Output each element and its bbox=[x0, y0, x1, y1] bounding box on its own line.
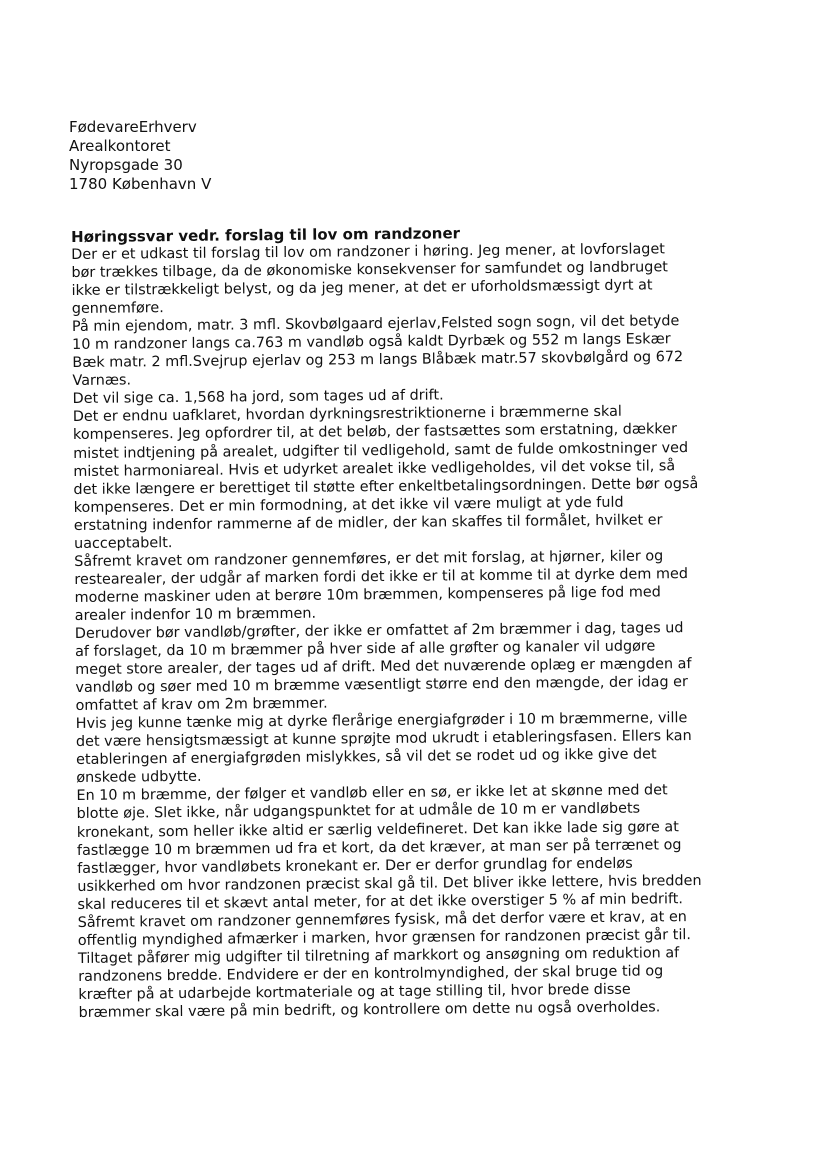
body-line: fastlægger, hvor vandløbets kronekant er. Der er derfor grundlag for endeløs bbox=[77, 855, 633, 877]
body-line: gennemføre. bbox=[71, 300, 164, 318]
body-line: Varnæs. bbox=[72, 372, 132, 390]
body-line: ikke er tilstrækkeligt belyst, og da jeg mener, at det er uforholdsmæssigt dyrt at bbox=[71, 277, 653, 300]
recipient-line: Arealkontoret bbox=[69, 137, 171, 155]
body-line: kræfter på at udarbejde kortmateriale og at tage stilling til, hvor brede disse bbox=[78, 981, 631, 1003]
body-line: kompenseres. Det er min formodning, at det ikke vil være muligt at yde fuld bbox=[73, 494, 624, 516]
body-line: En 10 m bræmme, der følger et vandløb eller en sø, er ikke let at skønne med det bbox=[76, 782, 668, 805]
body-line: kronekant, som heller ikke altid er særlig veldefineret. Det kan ikke lade sig gøre at bbox=[76, 818, 679, 841]
body-line: fastlægge 10 m bræmmen ud fra et kort, da det kræver, at man ser på terrænet og bbox=[76, 836, 682, 859]
body-line: etableringen af energiafgrøden mislykkes, så vil det se rodet ud og ikke give det bbox=[76, 746, 657, 769]
body-line: Såfremt kravet om randzoner gennemføres, er det mit forslag, at hjørner, kiler og bbox=[74, 548, 664, 570]
body-line: det være hensigtsmæssigt at kunne sprøjte mod ukrudt i etableringsfasen. Ellers kan bbox=[75, 728, 692, 751]
body-line: vandløb og søer med 10 m bræmme væsentligt større end den mængde, der idag er bbox=[75, 674, 688, 697]
body-line: offentlig myndighed afmærker i marken, hvor grænsen for randzonen præcist går til. bbox=[77, 926, 692, 949]
body-line: skal reduceres til et skævt antal meter, for at det ikke overstiger 5 % af min bedrift. bbox=[77, 890, 684, 913]
body-line: arealer indenfor 10 m bræmmen. bbox=[74, 605, 317, 624]
body-line: erstatning indenfor rammerne af de midler, der kan skaffes til formålet, hvilket er bbox=[73, 512, 663, 534]
recipient-line: FødevareErhverv bbox=[69, 118, 197, 136]
body-line: Tiltaget påfører mig udgifter til tilretning af markkort og ansøgning om reduktion af bbox=[77, 945, 680, 967]
body-line: moderne maskiner uden at berøre 10m bræmmen, kompenseres på lige fod med bbox=[74, 584, 661, 606]
body-line: mistet indtjening på arealet, udgifter til vedligehold, samt de fulde omkostninger ved bbox=[73, 439, 689, 462]
letter-subject: Høringssvar vedr. forslag til lov om randzoner bbox=[71, 224, 461, 246]
body-line: restearealer, der udgår af marken fordi det ikke er til at komme til at dyrke dem med bbox=[74, 565, 689, 588]
body-line: Bæk matr. 2 mfl.Svejrup ejerlav og 253 m langs Blåbæk matr.57 skovbølgård og 672 bbox=[72, 349, 684, 372]
letter-content bbox=[71, 221, 769, 1022]
body-line: Det er endnu uafklaret, hvordan dyrkningsrestriktionerne i bræmmerne skal bbox=[72, 404, 622, 426]
body-line: Det vil sige ca. 1,568 ha jord, som tages ud af drift. bbox=[72, 387, 444, 408]
recipient-address bbox=[69, 118, 211, 194]
body-line: bør trækkes tilbage, da de økonomiske konsekvenser for samfundet og landbruget bbox=[71, 259, 668, 282]
body-line: Såfremt kravet om randzoner gennemføres fysisk, må det derfor være et krav, at en bbox=[77, 908, 687, 931]
body-line: kompenseres. Jeg opfordrer til, at det beløb, der fastsættes som erstatning, dækker bbox=[72, 421, 678, 444]
recipient-line: Nyropsgade 30 bbox=[69, 156, 183, 174]
body-line: usikkerhed om hvor randzonen præcist skal gå til. Det bliver ikke lettere, hvis bredden bbox=[77, 872, 702, 895]
body-line: meget store arealer, der tages ud af drift. Med det nuværende oplæg er mængden af bbox=[75, 656, 692, 679]
body-line: mistet harmoniareal. Hvis et udyrket arealet ikke vedligeholdes, vil det vokse til, så bbox=[73, 457, 676, 480]
body-line: Derudover bør vandløb/grøfter, der ikke er omfattet af 2m bræmmer i dag, tages ud bbox=[74, 620, 684, 642]
body-line: det ikke længere er berettiget til støtte efter enkeltbetalingsordningen. Dette bør også bbox=[73, 475, 699, 498]
letter-body bbox=[71, 239, 768, 1022]
body-line: ønskede udbytte. bbox=[76, 769, 202, 787]
body-line: blotte øje. Slet ikke, når udgangspunktet for at udmåle de 10 m er vandløbets bbox=[76, 801, 641, 823]
body-line: På min ejendom, matr. 3 mfl. Skovbølgaard ejerlav,Felsted sogn sogn, vil det betyde bbox=[71, 313, 680, 336]
body-line: randzonens bredde. Endvidere er der en kontrolmyndighed, der skal bruge tid og bbox=[78, 963, 664, 985]
body-line: af forslaget, da 10 m bræmmer på hver side af alle grøfter og kanaler vil udgøre bbox=[74, 638, 656, 661]
body-line: omfattet af krav om 2m bræmmer. bbox=[75, 695, 328, 715]
body-line: Der er et udkast til forslag til lov om randzoner i høring. Jeg mener, at lovforslaget bbox=[71, 241, 665, 263]
body-line: uacceptabelt. bbox=[73, 534, 173, 552]
body-line: Hvis jeg kunne tænke mig at dyrke flerårige energiafgrøder i 10 m bræmmerne, ville bbox=[75, 710, 688, 733]
recipient-line: 1780 København V bbox=[69, 175, 212, 193]
body-line: 10 m randzoner langs ca.763 m vandløb også kaldt Dyrbæk og 552 m langs Eskær bbox=[72, 331, 671, 354]
body-line: bræmmer skal være på min bedrift, og kontrollere om dette nu også overholdes. bbox=[78, 999, 661, 1021]
